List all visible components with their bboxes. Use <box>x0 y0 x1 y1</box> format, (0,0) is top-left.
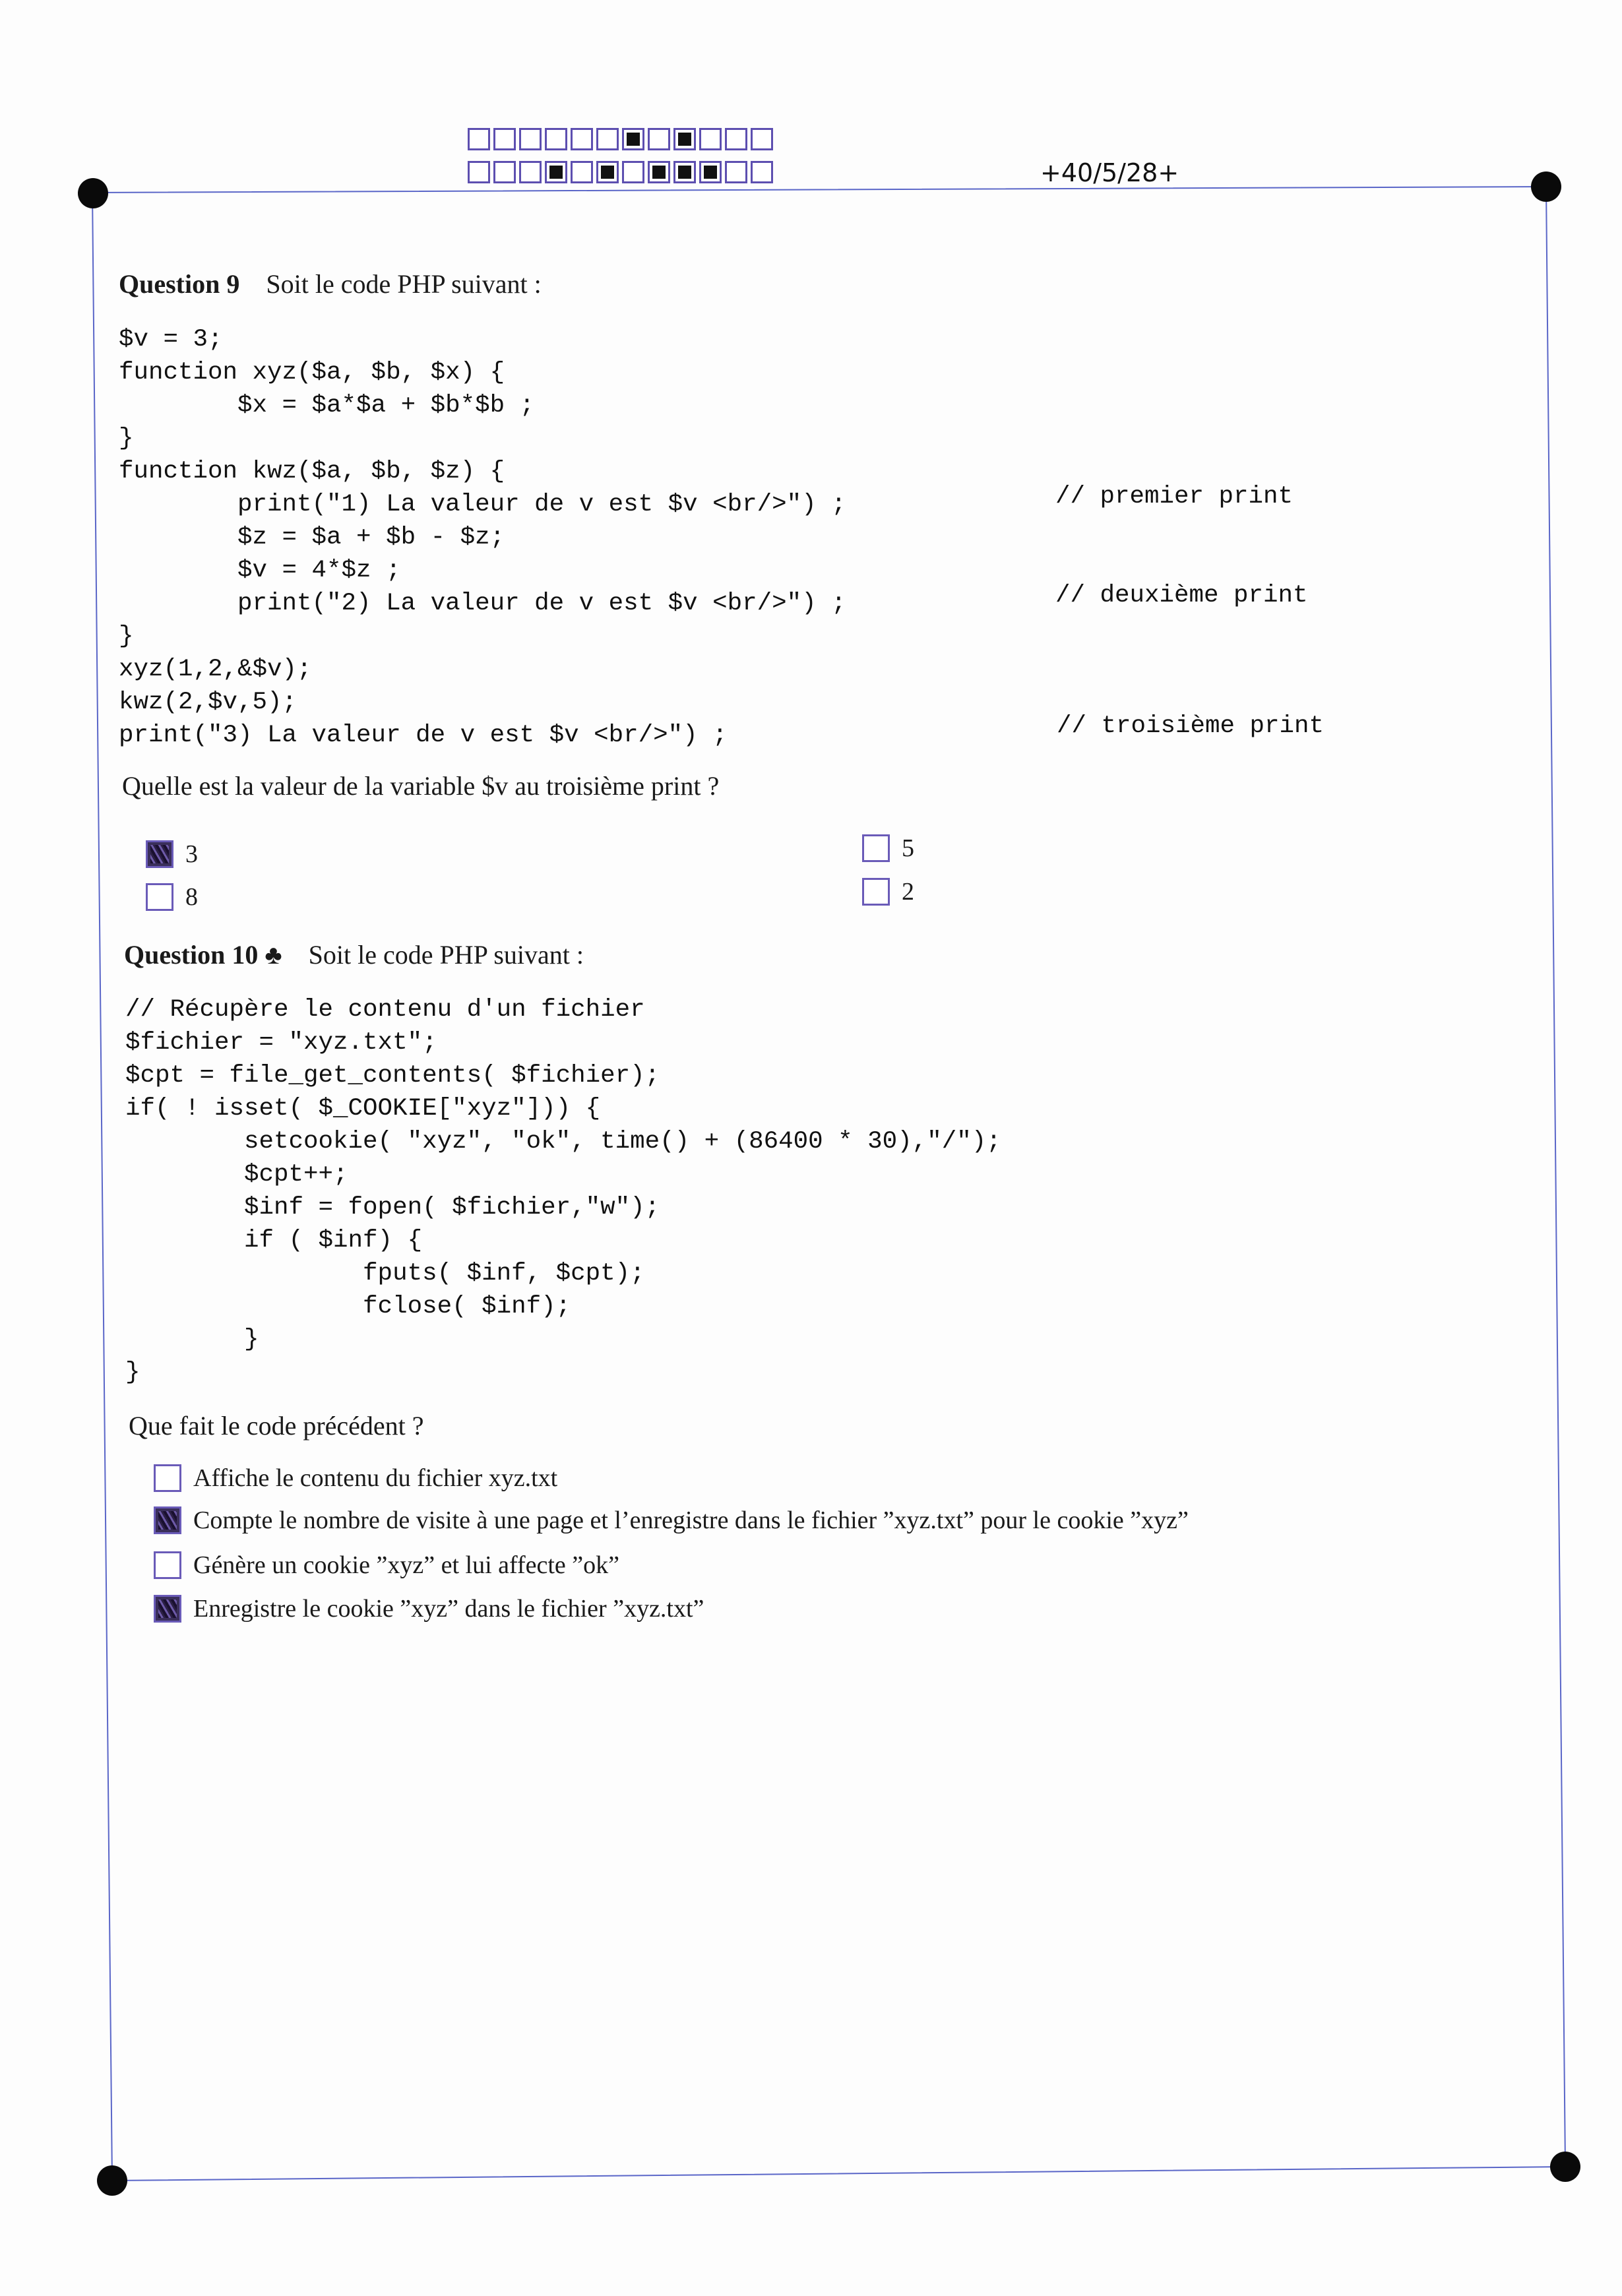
corner-mark-bottom-left <box>97 2165 127 2196</box>
q9-option-5[interactable] <box>862 834 914 863</box>
option-label: Compte le nombre de visite à une page et l’enregistre dans le fichier ”xyz.txt” pour le cookie ”xyz” <box>193 1506 1189 1534</box>
checkbox[interactable] <box>146 840 173 868</box>
id-code-box <box>493 161 516 183</box>
q10-option-2[interactable] <box>154 1506 1189 1535</box>
id-code-box <box>751 128 773 150</box>
option-label: Génère un cookie ”xyz” et lui affecte ”ok” <box>193 1551 619 1579</box>
id-code-box <box>468 161 490 183</box>
id-code-box <box>751 161 773 183</box>
id-code-box <box>699 161 722 183</box>
option-label: 2 <box>902 878 914 906</box>
id-code-box <box>673 128 696 150</box>
question-10-label: Question 10 ♣ <box>124 940 282 970</box>
id-code-box <box>571 128 593 150</box>
option-label: Affiche le contenu du fichier xyz.txt <box>193 1464 558 1492</box>
option-label: 3 <box>185 840 198 868</box>
id-code-box <box>648 128 670 150</box>
question-10-title <box>124 939 584 970</box>
id-code-box <box>596 161 619 183</box>
option-label: 5 <box>902 834 914 862</box>
checkbox[interactable] <box>154 1506 181 1534</box>
question-9-intro: Soit le code PHP suivant : <box>266 269 542 299</box>
q9-option-8[interactable] <box>146 883 198 912</box>
q10-option-1[interactable] <box>154 1464 557 1493</box>
id-code-box <box>519 128 542 150</box>
code-comment-3: // troisième print <box>1057 712 1325 740</box>
question-10-code: // Récupère le contenu d'un fichier $fichier = "xyz.txt"; $cpt = file_get_contents( $fichier); if( ! isset( $_COOKIE["xyz"])) { setcookie( "xyz", "ok", time() + (86400 * 30),"/"); $cpt++; $inf = fopen( $fichier,"w"); if ( $inf) { fputs( $inf, $cpt); fclose( $inf); } } <box>125 996 1001 1386</box>
page-code: +40/5/28+ <box>1040 158 1179 187</box>
checkbox[interactable] <box>862 834 890 862</box>
question-9-title <box>119 268 542 299</box>
checkbox[interactable] <box>146 883 173 911</box>
id-code-box <box>725 161 747 183</box>
id-code-box <box>468 128 490 150</box>
id-code-box <box>699 128 722 150</box>
id-code-box <box>725 128 747 150</box>
id-code-box <box>622 161 644 183</box>
id-code-box <box>571 161 593 183</box>
checkbox[interactable] <box>154 1464 181 1492</box>
q10-option-4[interactable] <box>154 1594 704 1623</box>
id-code-row-1 <box>468 128 776 150</box>
id-code-box <box>622 128 644 150</box>
question-9-label: Question 9 <box>119 269 240 299</box>
question-10-text: Que fait le code précédent ? <box>129 1411 424 1441</box>
id-code-row-2 <box>468 161 776 183</box>
id-code-box <box>648 161 670 183</box>
id-code-box <box>545 161 567 183</box>
question-10-intro: Soit le code PHP suivant : <box>308 940 584 970</box>
code-comment-2: // deuxième print <box>1055 582 1308 609</box>
code-comment-1: // premier print <box>1055 483 1294 511</box>
q9-option-3[interactable] <box>146 840 198 869</box>
corner-mark-top-right <box>1531 171 1561 202</box>
q9-option-2[interactable] <box>862 877 914 906</box>
id-code-box <box>673 161 696 183</box>
option-label: Enregistre le cookie ”xyz” dans le fichier ”xyz.txt” <box>193 1595 704 1623</box>
corner-mark-top-left <box>78 178 108 208</box>
q10-option-3[interactable] <box>154 1551 619 1580</box>
id-code-box <box>493 128 516 150</box>
corner-mark-bottom-right <box>1550 2152 1580 2182</box>
id-code-box <box>519 161 542 183</box>
option-label: 8 <box>185 883 198 911</box>
checkbox[interactable] <box>154 1551 181 1579</box>
id-code-box <box>545 128 567 150</box>
checkbox[interactable] <box>154 1595 181 1623</box>
question-9-text: Quelle est la valeur de la variable $v au troisième print ? <box>122 771 720 801</box>
question-9-code: $v = 3; function xyz($a, $b, $x) { $x = $a*$a + $b*$b ; } function kwz($a, $b, $z) { print("1) La valeur de v est $v <br/>") ; $z = $a + $b - $z; $v = 4*$z ; print("2) La valeur de v est $v <br/>") ; } xyz(1,2,&$v); kwz(2,$v,5); print("3) La valeur de v est $v <br/>") ; <box>119 326 846 749</box>
checkbox[interactable] <box>862 878 890 906</box>
id-code-box <box>596 128 619 150</box>
